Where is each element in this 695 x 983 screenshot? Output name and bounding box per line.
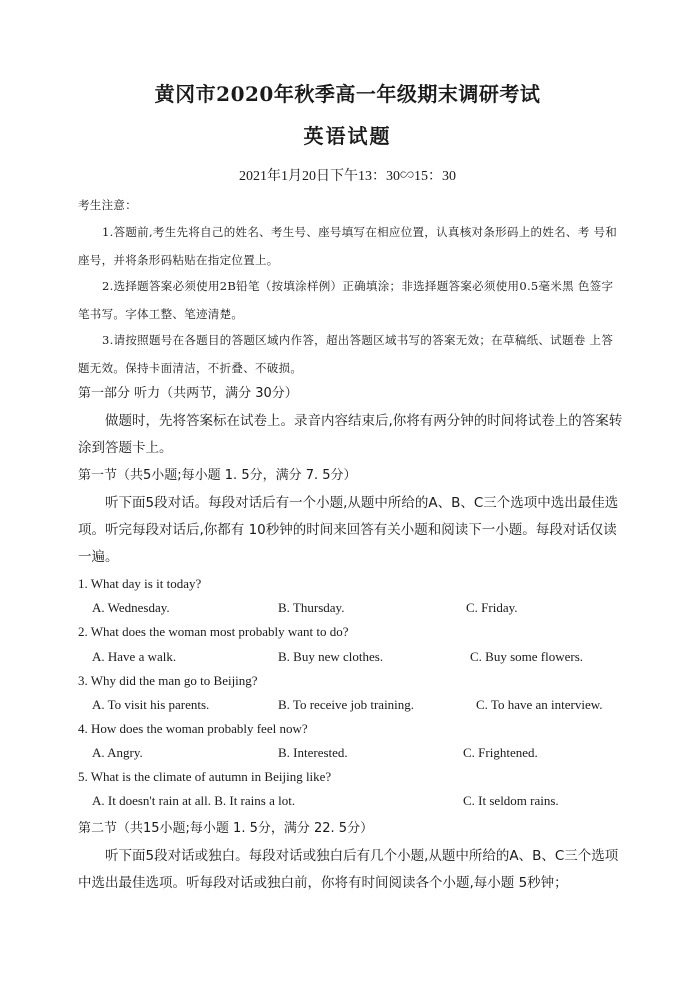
question-2-option-b: B. Buy new clothes. [278, 649, 384, 664]
question-1-option-c: C. Friday. [466, 600, 518, 615]
question-2-option-c: C. Buy some flowers. [470, 649, 584, 664]
section1-heading: 第一节（共5小题;每小题 1. 5分，满分 7. 5分） [78, 468, 357, 483]
notice-label: 考生注意： [78, 198, 137, 212]
section2-intro: 听下面5段对话或独白。每段对话或独白后有几个小题,从题中所给的A、B、C三个选项 中选出最佳选项。听每段对话或独白前，你将有时间阅读各个小题,每小题 5秒钟； [78, 848, 619, 891]
exam-title: 黄冈市2020年秋季高一年级期末调研考试 [154, 82, 541, 106]
question-1-option-a: A. Wednesday. [92, 600, 170, 615]
question-3-option-b: B. To receive job training. [278, 697, 415, 712]
question-1-option-b: B. Thursday. [278, 600, 345, 615]
question-2: 2. What does the woman most probably want to do? [78, 624, 349, 639]
notice-item-1: 1.答题前,考生先将自己的姓名、考生号、座号填写在相应位置，认真核对条形码上的姓名、考 号和座号，并将条形码粘贴在指定位置上。 [78, 225, 618, 267]
question-3: 3. Why did the man go to Beijing? [78, 673, 258, 688]
question-3-option-a: A. To visit his parents. [92, 697, 210, 712]
question-3-option-c: C. To have an interview. [476, 697, 603, 712]
question-2-option-a: A. Have a walk. [92, 649, 177, 664]
part1-intro: 做题时，先将答案标在试卷上。录音内容结束后,你将有两分钟的时间将试卷上的答案转 涂到答题卡上。 [78, 413, 623, 456]
exam-date: 2021年1月20日下午13：30∽15：30 [239, 169, 456, 184]
question-4-option-b: B. Interested. [278, 745, 348, 760]
question-4-option-c: C. Frightened. [463, 745, 538, 760]
question-4-option-a: A. Angry. [92, 745, 143, 760]
question-5-option-a: A. It doesn't rain at all. B. It rains a lot. [92, 793, 296, 808]
notice-item-2: 2.选择题答案必须使用2B铅笔（按填涂样例）正确填涂；非选择题答案必须使用0.5毫米黑 色签字笔书写。字体工整、笔迹清楚。 [78, 279, 614, 321]
section2-heading: 第二节（共15小题;每小题 1. 5分，满分 22. 5分） [78, 821, 374, 836]
question-5-option-c: C. It seldom rains. [463, 793, 559, 808]
section1-intro: 听下面5段对话。每段对话后有一个小题,从题中所给的A、B、C三个选项中选出最佳选项。听完每段对话后,你都有 10秒钟的时间来回答有关小题和阅读下一小题。每段对话仅读一遍。 [78, 495, 619, 565]
question-5: 5. What is the climate of autumn in Beijing like? [78, 769, 332, 784]
question-1: 1. What day is it today? [78, 576, 202, 591]
notice-item-3: 3.请按照题号在各题目的答题区域内作答，超出答题区域书写的答案无效；在草稿纸、试题卷 上答题无效。保持卡面清洁，不折叠、不破损。 [78, 333, 614, 375]
part1-heading: 第一部分 听力（共两节，满分 30分） [78, 386, 298, 401]
exam-subtitle: 英语试题 [303, 124, 392, 148]
question-4: 4. How does the woman probably feel now? [78, 721, 308, 736]
